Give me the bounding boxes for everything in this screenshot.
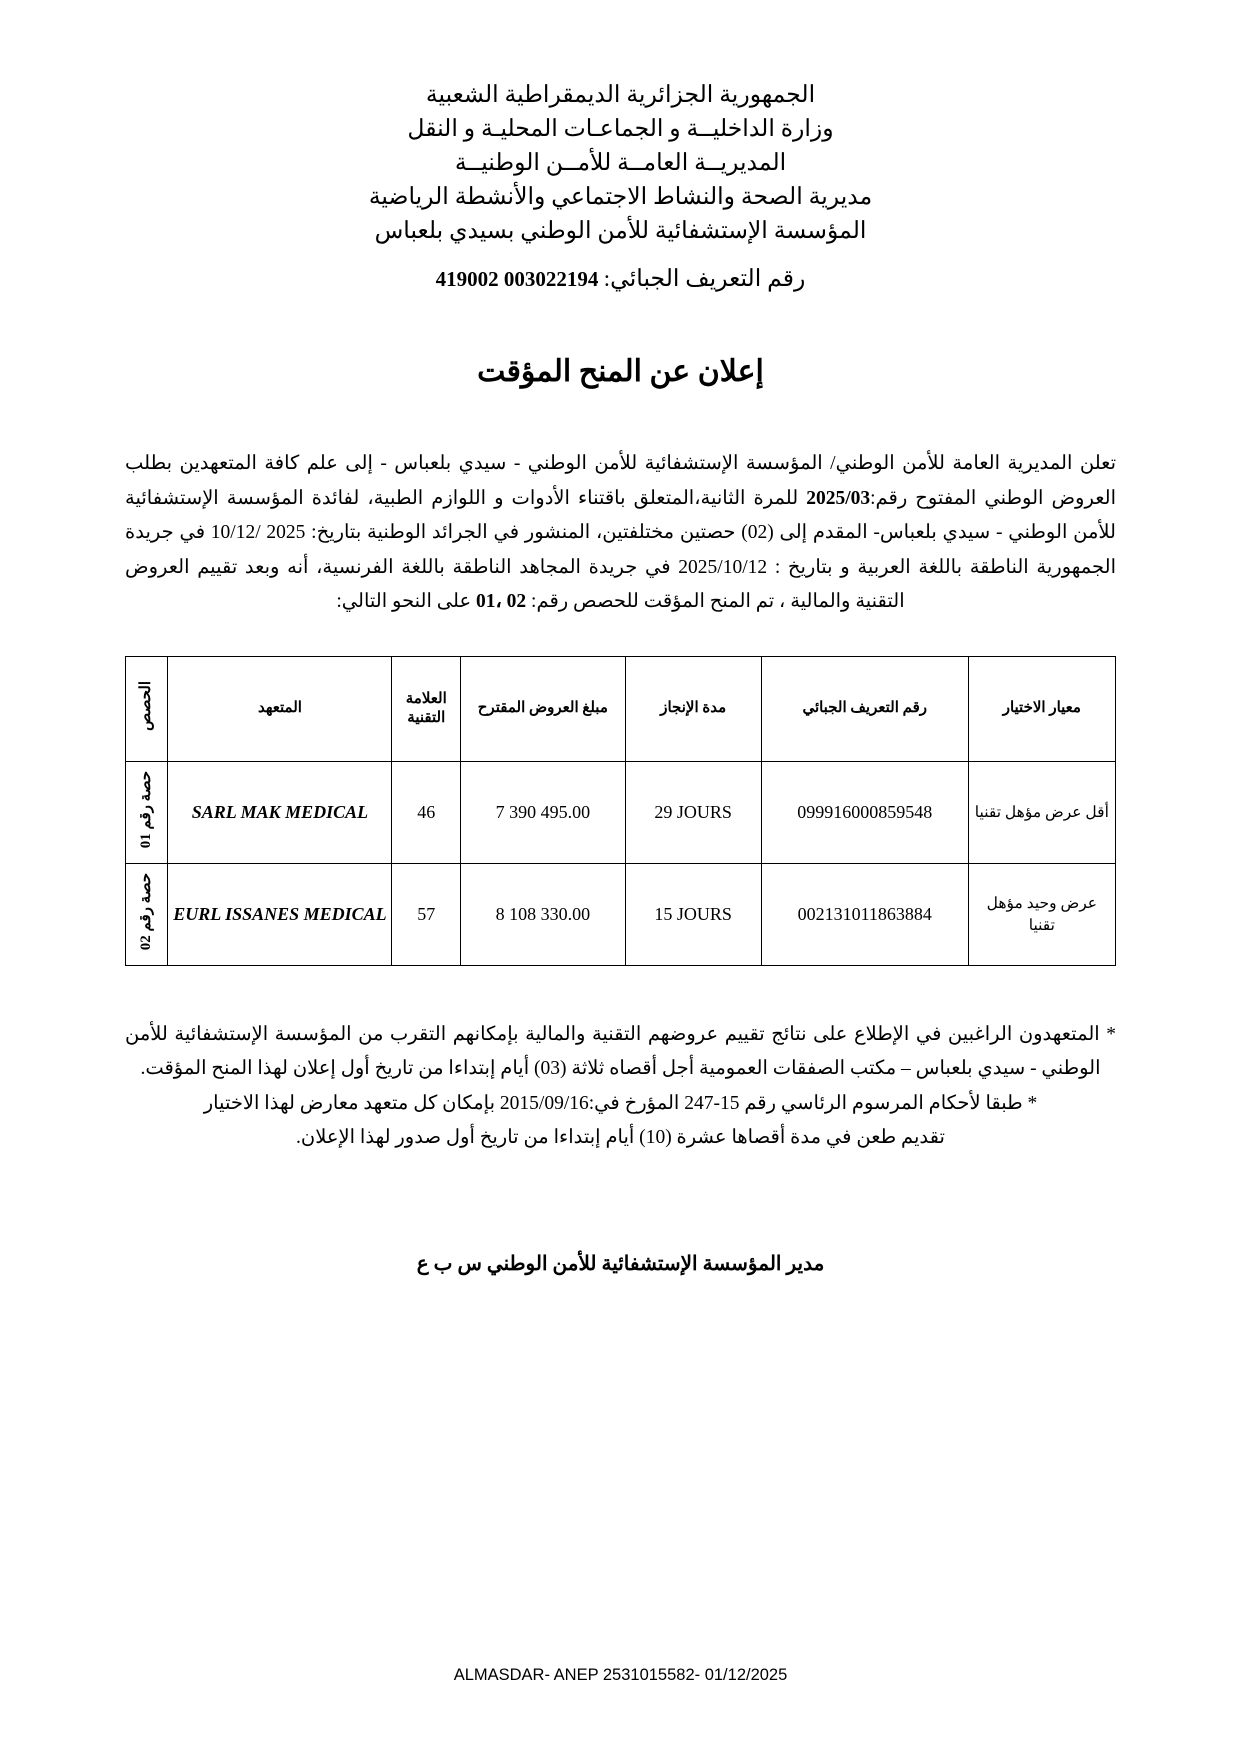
cell-amount xyxy=(461,761,625,863)
note-consultation: * المتعهدون الراغبين في الإطلاع على نتائج تقييم عروضهم التقنية والمالية بإمكانهم التقرب من المؤسسة الإستشفائية للأمن الوطني - سيدي بلعباس – مكتب الصفقات العمومية أجل أقصاه ثلاثة (03) أيام إبتداءا من تاريخ أول إعلان لهذا المنح المؤقت. xyxy=(125,1023,1116,1079)
bidder-name: EURL ISSANES MEDICAL xyxy=(173,903,387,924)
delay-value: 15 JOURS xyxy=(654,903,732,924)
table-row xyxy=(126,761,1116,863)
cell-lot xyxy=(126,761,168,863)
award-table-container xyxy=(125,656,1116,966)
cell-criterion xyxy=(968,761,1115,863)
intro-paragraph xyxy=(125,447,1116,620)
header-lot-label: الحصص xyxy=(138,680,155,731)
cell-bidder xyxy=(168,761,392,863)
cell-score xyxy=(392,863,461,965)
cell-criterion xyxy=(968,863,1115,965)
letterhead-line-institution: المؤسسة الإستشفائية للأمن الوطني بسيدي بلعباس xyxy=(374,218,867,244)
footer-reference: ALMASDAR- ANEP 2531015582- 01/12/2025 xyxy=(453,1666,788,1684)
cell-amount xyxy=(461,863,625,965)
header-criterion: معيار الاختيار xyxy=(968,656,1115,761)
awarded-lots: 02 ،01 xyxy=(476,591,527,612)
note-appeal: تقديم طعن في مدة أقصاها عشرة (10) أيام إبتداءا من تاريخ أول صدور لهذا الإعلان. xyxy=(296,1127,945,1148)
signature-line: مدير المؤسسة الإستشفائية للأمن الوطني س ب ع xyxy=(416,1252,825,1275)
table-header-row xyxy=(126,656,1116,761)
header-lot xyxy=(126,656,168,761)
tax-identification-number: 003022194 419002 xyxy=(435,267,599,291)
header-amount: مبلغ العروض المقترح xyxy=(461,656,625,761)
intro-text-part2: للمرة الثانية،المتعلق باقتناء الأدوات و اللوازم الطبية، لفائدة المؤسسة الإستشفائية للأمن الوطني - سيدي بلعباس- المقدم إلى (02) حصتين مختلفتين، المنشور في الجرائد الوطنية بتاريخ: 2025 /10/12 في جريدة الجمهورية الناطقة باللغة العربية و بتاريخ : 2025/10/12 في جريدة المجاهد الناطقة باللغة الفرنسية، أنه وبعد تقييم العروض التقنية والمالية ، تم المنح المؤقت للحصص رقم: xyxy=(125,487,1116,612)
award-table xyxy=(125,656,1116,966)
cell-bidder xyxy=(168,863,392,965)
cell-score xyxy=(392,761,461,863)
letterhead-line-directorate: المديريــة العامــة للأمــن الوطنيــة xyxy=(454,150,787,176)
award-table-head xyxy=(126,656,1116,761)
delay-value: 29 JOURS xyxy=(654,801,732,822)
lot-label: حصة رقم 01 xyxy=(138,770,155,849)
cell-delay xyxy=(625,761,761,863)
header-nif: رقم التعريف الجبائي xyxy=(761,656,968,761)
score-value: 46 xyxy=(417,801,436,822)
intro-text-part1: تعلن المديرية العامة للأمن الوطني/ المؤسسة الإستشفائية للأمن الوطني - سيدي بلعباس - إلى علم كافة المتعهدين بطلب العروض الوطني المفتوح رقم: xyxy=(125,453,1116,509)
cell-delay xyxy=(625,863,761,965)
criterion-text: أقل عرض مؤهل تقنيا xyxy=(974,804,1109,821)
tax-identification xyxy=(125,262,1116,296)
score-value: 57 xyxy=(417,903,436,924)
letterhead-line-department: مديرية الصحة والنشاط الاجتماعي والأنشطة الرياضية xyxy=(368,184,873,210)
letterhead-line-ministry: وزارة الداخليــة و الجماعـات المحليـة و النقل xyxy=(407,116,834,142)
header-delay: مدة الإنجاز xyxy=(625,656,761,761)
amount-value: 8 108 330.00 xyxy=(495,903,591,924)
note-decree: * طبقا لأحكام المرسوم الرئاسي رقم 15-247 المؤرخ في:2015/09/16 بإمكان كل متعهد معارض لهذا الاختيار xyxy=(203,1092,1038,1114)
lot-label: حصة رقم 02 xyxy=(138,872,155,951)
page-title: إعلان عن المنح المؤقت xyxy=(477,355,764,388)
award-table-body xyxy=(126,761,1116,965)
intro-text-part3: على النحو التالي: xyxy=(336,591,476,612)
nif-value: 002131011863884 xyxy=(797,903,932,924)
tender-number: 2025/03 xyxy=(806,487,871,509)
cell-nif xyxy=(761,863,968,965)
letterhead-line-country: الجمهورية الجزائرية الديمقراطية الشعبية xyxy=(425,82,816,108)
letterhead xyxy=(125,0,1116,296)
header-score: العلامة التقنية xyxy=(392,656,461,761)
cell-nif xyxy=(761,761,968,863)
table-row xyxy=(126,863,1116,965)
bidder-name: SARL MAK MEDICAL xyxy=(191,801,369,822)
cell-lot xyxy=(126,863,168,965)
tax-identification-label: رقم التعريف الجبائي: xyxy=(603,266,806,292)
amount-value: 7 390 495.00 xyxy=(495,801,591,822)
nif-value: 099916000859548 xyxy=(797,801,933,822)
header-bidder: المتعهد xyxy=(168,656,392,761)
criterion-text: عرض وحيد مؤهل تقنيا xyxy=(986,895,1098,934)
notes-section xyxy=(125,1018,1116,1156)
